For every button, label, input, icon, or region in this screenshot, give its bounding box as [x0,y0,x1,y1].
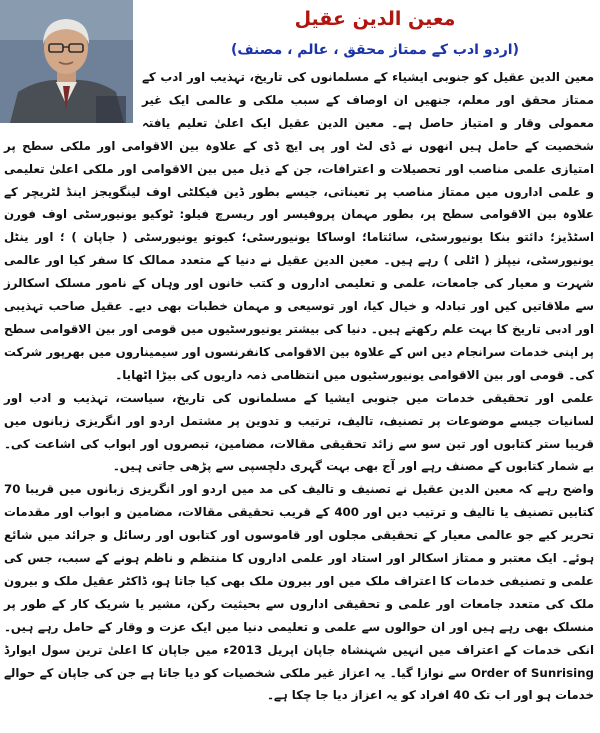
photo-wrap-spacer [4,66,142,122]
page-title: معین الدین عقیل [294,8,456,30]
article-body [4,66,594,707]
paragraph-2: علمی اور تحقیقی خدمات میں جنوبی ایشیا کے مسلمانوں کی تاریخ، سیاست، تہذیب و ادب اور لسانیات جیسے موضوعات پر تصنیف، تالیف، ترتیب و تدوین پر مشتمل اردو اور انگریزی زبانوں میں قریبا ستر کتابوں اور تین سو سے زائد تحقیقی مقالات، مضامین، تبصروں اور ابواب کی اشاعت کی۔ بے شمار کتابوں کے مصنف رہے اور آج بھی بہت گہری دلچسپی سے پڑھی جاتی ہیں۔ [4,390,594,474]
paragraph-3: واضح رہے کہ معین الدین عقیل نے تصنیف و تالیف کی مد میں اردو اور انگریزی زبانوں میں قریبا 70 کتابیں تصنیف یا تالیف و ترتیب دیں اور 400 کے قریب تحقیقی مقالات، مضامین و ابواب اور مقدمات تحریر کیے جو عالمی معیار کے تحقیقی مجلوں اور قاموسوں اور کتابوں اور رسائل و جرائد میں شائع ہوئے۔ ایک معتبر و ممتاز اسکالر اور استاد اور علمی اداروں کا منتظم و ناظم ہونے کے سبب، جس کی علمی و تصنیفی خدمات کا اعتراف ملک میں اور بیرون ملک بھی کیا جاتا ہو، ڈاکٹر عقیل ملک و بیرون ملک کی متعدد جامعات اور علمی و تحقیقی اداروں سے بحیثیت رکن، مشیر یا شریک کار کے طور پر منسلک بھی رہے ہیں اور ان حوالوں سے علمی و تعلیمی دنیا میں ایک عزت و وقار کے حامل رہے ہیں۔ انکی خدمات کے اعتراف میں انہیں شہنشاہ جاپان اپریل 2013ء میں جاپان کا اعلیٰ ترین سول ایوارڈ Order of Sunrising سے نوازا گیا۔ یہ اعزاز غیر ملکی شخصیات کو دیا جاتا ہے جن کی جاپان کے حوالے خدمات ہو اور اب تک 40 افراد کو یہ اعزاز دیا جا چکا ہے۔ [4,482,594,703]
paragraph-1: معین الدین عقیل کو جنوبی ایشیاء کے مسلمانوں کی تاریخ، تہذیب اور ادب کے ممتاز محقق اور معلم، جنھیں ان اوصاف کے سبب ملکی و عالمی ایک غیر معمولی وقار و امتیاز حاصل ہے۔ معین الدین عقیل ایک اعلیٰ تعلیم یافتہ شخصیت کے حامل ہیں انھوں نے ڈی لٹ اور پی ایچ ڈی کے علاوہ بین الاقوامی اور ملکی سطح پر امتیازی علمی مناصب اور تحصیلات و اعترافات، جن کے ذیل میں بین الاقوامی اور ملکی اعلیٰ تعلیمی و علمی اداروں میں ممتاز مناصب پر تعیناتی، جیسے بطور ڈین فیکلٹی اوف لینگویجز اینڈ لٹریچر کے علاوہ بین الاقوامی سطح پر، بطور مہمان پروفیسر اور ریسرچ فیلو: ٹوکیو یونیورسٹی اوف فورن اسٹڈیز؛ دائتو بنکا یونیورسٹی، سائتاما؛ اوساکا یونیورسٹی؛ کیوتو یونیورسٹی ( جاپان ) ؛ اور ینٹل یونیورسٹی، نیپلز ( اٹلی ) رہے ہیں۔ معین الدین عقیل نے دنیا کے متعدد ممالک کا سفر کیا اور عالمی شہرت و معیار کی جامعات، علمی و تعلیمی اداروں و کتب خانوں اور وہاں کے نامور مسلک اسکالرز سے ملاقاتیں کیں اور تبادلہ و خیال کیا، اور توسیعی و مہمان خطبات بھی دیے۔ عقیل صاحب تہذیبی اور ادبی تاریخ کا بہت علم رکھتے ہیں۔ دنیا کی بیشتر یونیورسٹیوں میں قومی اور بین الاقوامی سطح پر اپنی خدمات سرانجام دیں اس کے علاوہ بین الاقوامی کانفرنسوں اور سیمیناروں میں بھرپور شرکت کی۔ قومی اور بین الاقوامی یونیورسٹیوں میں انتظامی ذمہ داریوں کی بیڑا اٹھایا۔ [4,70,594,382]
page-subtitle: (اردو ادب کے ممتاز محقق ، عالم ، مصنف) [230,42,519,58]
